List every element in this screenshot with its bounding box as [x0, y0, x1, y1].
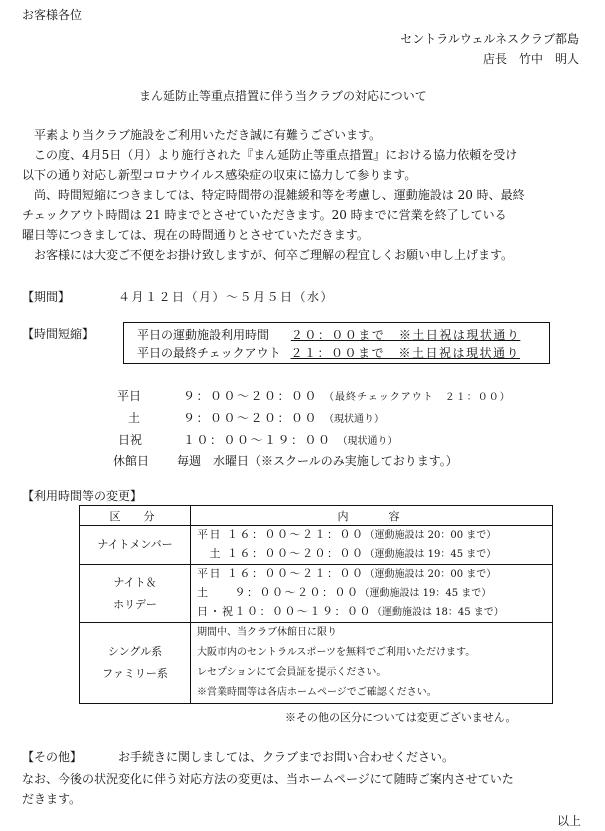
content-line-main: 平日 １６：００～２１：００: [197, 528, 365, 541]
other-text: お手続きに関しましては、クラブまでお問い合わせください。: [118, 750, 455, 764]
table-header-category: 区 分: [80, 506, 191, 526]
content-line-main: 土 ９：００～２０：００: [197, 586, 360, 599]
table-footnote: ※その他の区分については変更ございません。: [285, 711, 517, 724]
shortening-row1-value: ２０：００まで ※土日祝は現状通り: [290, 328, 521, 342]
changes-table: [79, 505, 553, 704]
schedule-hours-saturday: [183, 409, 384, 426]
table-row: [80, 565, 553, 623]
org-name: セントラルウェルネスクラブ都島: [400, 32, 579, 46]
schedule-day-closed: 休館日: [113, 454, 150, 468]
shortening-row2-label: 平日の最終チェックアウト: [137, 346, 281, 360]
content-line-main: 土 １６：００～２０：００: [197, 547, 365, 560]
content-line: 大阪市内のセントラルスポーツを無料でご利用いただけます。: [197, 647, 476, 658]
table-cell-content: [191, 565, 553, 623]
category-night-holiday-l2: ホリデー: [113, 597, 157, 611]
content-line: [197, 526, 546, 545]
shortening-row-checkout: [137, 344, 520, 361]
other-line3: だきます。: [22, 792, 82, 806]
body-text: [22, 125, 592, 265]
content-line-note: （運動施設は 20：00 まで）: [364, 569, 497, 580]
paragraph-request-line1: この度、4月5日（月）より施行された『まん延防止等重点措置』における協力依頼を受け: [34, 148, 518, 162]
category-family-l2: ファミリー系: [102, 667, 168, 680]
paragraph-hours-line3: 曜日等につきましては、現在の時間通りとさせていただきます。: [22, 228, 369, 242]
table-cell-content: [191, 526, 553, 565]
table-cell-category: [80, 526, 191, 565]
schedule-hours-weekday-text: ９：００～２０：００: [183, 389, 319, 403]
other-line2: なお、今後の状況変化に伴う対応方法の変更は、当ホームページにて随時ご案内させていた: [22, 772, 514, 786]
schedule-day-sunday-holiday: 日祝: [118, 433, 143, 447]
schedule-note-weekday: （最終チェックアウト ２１：００）: [324, 392, 511, 403]
schedule-day-saturday: 土: [128, 411, 141, 425]
content-line: ※営業時間等は各店ホームページでご確認ください。: [197, 687, 437, 698]
content-line: [197, 545, 546, 564]
schedule-closed-value: 毎週 水曜日（※スクールのみ実施しております。）: [177, 454, 458, 468]
schedule-note-sunday: （現状通り）: [337, 436, 398, 447]
document-title: まん延防止等重点措置に伴う当クラブの対応について: [139, 89, 427, 103]
schedule-hours-sunday-holiday: [183, 431, 398, 448]
recipient-line: お客様各位: [22, 8, 83, 22]
category-night-holiday-l1: ナイト＆: [113, 575, 157, 589]
content-line-main: 日・祝１０：００～１９：００: [197, 605, 372, 618]
shortening-label: 【時間短縮】: [22, 327, 95, 341]
content-line: [197, 584, 546, 603]
paragraph-hours-line1: 尚、時間短縮につきましては、特定時間帯の混雑緩和等を考慮し、運動施設は 20 時、最終: [34, 188, 525, 202]
category-night-member: ナイトメンバー: [97, 538, 173, 551]
period-label: 【期間】: [22, 290, 71, 304]
table-row: [80, 623, 553, 704]
table-cell-category: [80, 623, 191, 704]
content-line-note: （運動施設は 20：00 まで）: [364, 530, 497, 541]
manager-name: 店長 竹中 明人: [482, 52, 579, 66]
schedule-hours-weekday: [183, 387, 511, 404]
content-line: [197, 603, 546, 622]
content-line-note: （運動施設は 19：45 まで）: [359, 588, 492, 599]
content-line-main: 平日 １６：００～２１：００: [197, 567, 365, 580]
content-line: [197, 565, 546, 584]
table-cell-category: [80, 565, 191, 623]
paragraph-request-line2: 以下の通り対応し新型コロナウイルス感染症の収束に協力して参ります。: [22, 168, 417, 182]
schedule-hours-sunday-text: １０：００～１９：００: [183, 433, 332, 447]
paragraph-apology: お客様には大変ご不便をお掛け致しますが、何卒ご理解の程宜しくお願い申し上げます。: [34, 248, 514, 262]
schedule-note-saturday: （現状通り）: [324, 414, 385, 425]
shortening-row1-label: 平日の運動施設利用時間: [137, 328, 270, 342]
paragraph-greeting: 平素より当クラブ施設をご利用いただき誠に有難うございます。: [34, 128, 382, 142]
shortening-row-facility: [137, 326, 520, 343]
category-single-l1: シングル系: [107, 645, 163, 658]
changes-label: 【利用時間等の変更】: [22, 489, 143, 503]
table-row: [80, 526, 553, 565]
period-value: ４月１２日（月）～５月５日（水）: [118, 290, 335, 304]
schedule-day-weekday: 平日: [117, 389, 142, 403]
shortening-box: [123, 322, 550, 364]
other-label: 【その他】: [22, 750, 83, 764]
content-line: レセプションにて会員証を提示ください。: [197, 667, 387, 678]
table-cell-content: [191, 623, 553, 704]
table-header-content: 内 容: [191, 506, 553, 526]
content-line: 期間中、当クラブ休館日に限り: [197, 627, 337, 638]
schedule-hours-saturday-text: ９：００～２０：００: [183, 411, 319, 425]
content-line-note: （運動施設は 19：45 まで）: [364, 549, 497, 560]
shortening-row2-value: ２１：００まで ※土日祝は現状通り: [290, 346, 520, 360]
closing-mark: 以上: [556, 814, 581, 828]
content-line-note: （運動施設は 18：45 まで）: [372, 607, 504, 618]
paragraph-hours-line2: チェックアウト時間は 21 時までとさせていただきます。20 時までに営業を終了している: [22, 208, 507, 222]
table-header-row: [80, 506, 553, 526]
